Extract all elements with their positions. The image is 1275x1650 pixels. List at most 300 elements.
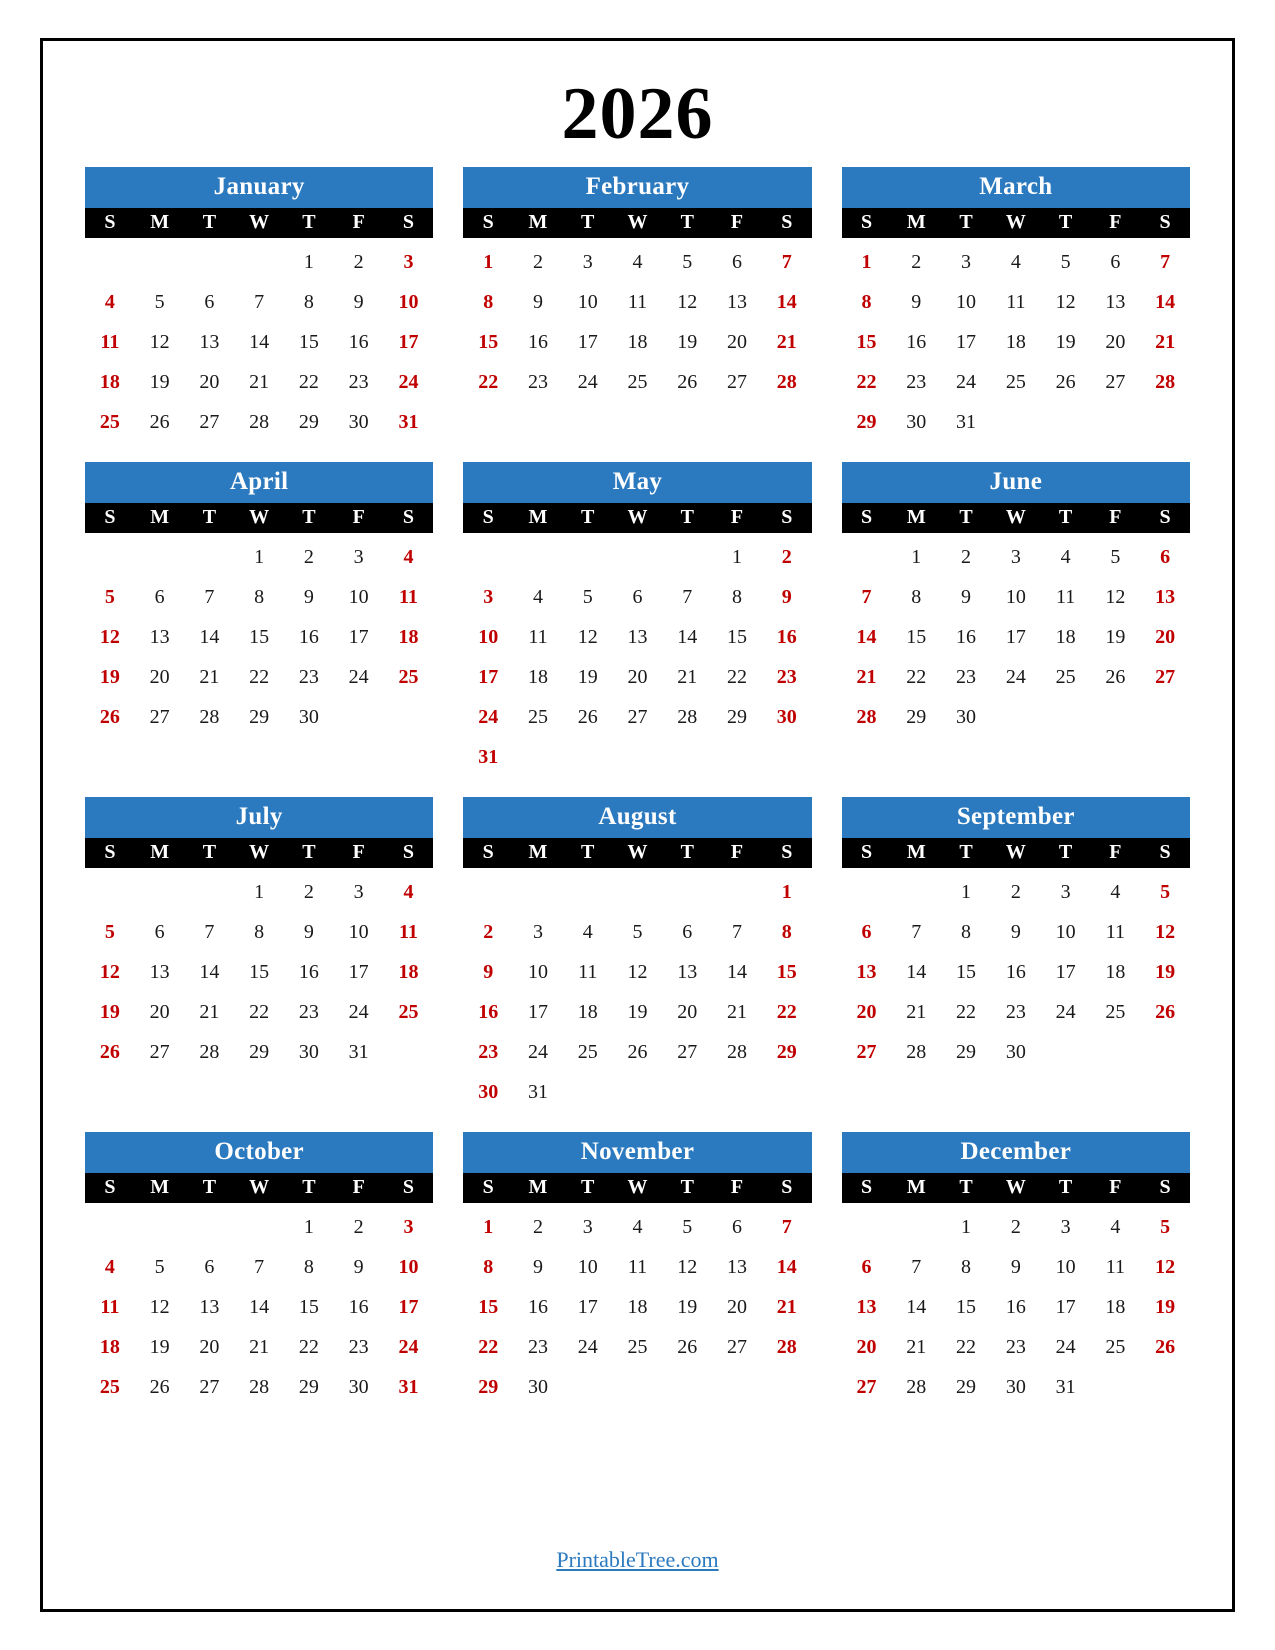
- day-cell: 12: [577, 625, 598, 648]
- day-cell: 12: [677, 290, 698, 313]
- day-cell: 4: [104, 1255, 115, 1278]
- day-cell: 26: [99, 1040, 120, 1063]
- day-cell: 15: [478, 330, 499, 353]
- day-cell: 16: [906, 330, 927, 353]
- weekday-label: T: [202, 211, 217, 233]
- weekday-label: S: [482, 211, 494, 233]
- day-cell: 14: [727, 960, 747, 983]
- day-cell: 1: [254, 545, 265, 568]
- weekday-label: M: [528, 1176, 548, 1198]
- day-cell: 25: [1105, 1335, 1126, 1358]
- day-cell: 29: [249, 1040, 270, 1063]
- day-cell: 14: [249, 1295, 270, 1318]
- day-cell: 28: [727, 1040, 747, 1063]
- weekday-label: T: [1058, 1176, 1073, 1198]
- day-cell: 22: [856, 370, 877, 393]
- day-cell: 8: [483, 290, 494, 313]
- day-cell: 31: [527, 1080, 548, 1103]
- day-cell: 29: [298, 1375, 319, 1398]
- day-cell: 14: [199, 960, 220, 983]
- day-cell: 16: [956, 625, 977, 648]
- month-june: [842, 462, 1190, 777]
- day-cell: 22: [956, 1335, 977, 1358]
- day-cell: 8: [303, 290, 314, 313]
- weekday-label: S: [402, 211, 414, 233]
- day-cell: 5: [682, 1215, 693, 1238]
- day-cell: 9: [1010, 920, 1021, 943]
- weekday-header: [85, 208, 433, 238]
- weekday-header: [463, 838, 811, 868]
- day-cell: 11: [1055, 585, 1076, 608]
- day-cell-empty: [613, 872, 663, 912]
- day-cell: 27: [627, 705, 648, 728]
- day-cell: 26: [1155, 1000, 1176, 1023]
- day-cell: 17: [478, 665, 499, 688]
- day-cell: 1: [303, 250, 314, 273]
- day-cell: 5: [632, 920, 643, 943]
- day-cell: 20: [199, 370, 220, 393]
- day-cell: 19: [149, 1335, 170, 1358]
- weekday-label: M: [150, 211, 170, 233]
- day-cell: 12: [1155, 920, 1176, 943]
- day-cell: 30: [298, 705, 319, 728]
- day-cell: 17: [1005, 625, 1026, 648]
- day-cell: 27: [856, 1375, 877, 1398]
- weekday-label: T: [680, 1176, 694, 1198]
- day-cell: 31: [398, 410, 419, 433]
- day-cell-empty: [185, 242, 235, 282]
- month-august: [463, 797, 811, 1112]
- month-title: July: [85, 797, 433, 838]
- day-cell-empty: [185, 537, 235, 577]
- day-cell: 14: [677, 625, 698, 648]
- day-cell: 17: [577, 330, 598, 353]
- day-cell: 4: [1110, 880, 1121, 903]
- day-cell: 15: [956, 1295, 977, 1318]
- day-cell: 28: [199, 1040, 220, 1063]
- day-cell: 10: [348, 585, 369, 608]
- day-cell: 16: [298, 960, 319, 983]
- day-cell: 5: [154, 1255, 165, 1278]
- day-cell: 10: [577, 1255, 598, 1278]
- weekday-label: F: [1109, 211, 1122, 233]
- weekday-label: T: [581, 1176, 595, 1198]
- weekday-label: S: [860, 1176, 873, 1198]
- day-cell-empty: [463, 872, 513, 912]
- weekday-label: S: [781, 211, 793, 233]
- day-cell: 27: [149, 705, 170, 728]
- weekday-label: T: [1058, 841, 1073, 863]
- day-grid: [463, 537, 811, 777]
- day-cell: 6: [632, 585, 643, 608]
- printabletree-link[interactable]: PrintableTree.com: [556, 1547, 719, 1572]
- weekday-label: S: [482, 1176, 494, 1198]
- day-cell: 18: [398, 625, 419, 648]
- day-cell: 18: [1105, 1295, 1126, 1318]
- day-cell: 22: [727, 665, 747, 688]
- day-cell: 26: [677, 1335, 698, 1358]
- day-cell: 4: [403, 545, 414, 568]
- weekday-label: S: [482, 841, 494, 863]
- day-cell: 3: [961, 250, 972, 273]
- day-cell: 6: [732, 1215, 742, 1238]
- day-cell: 5: [104, 920, 115, 943]
- day-cell: 23: [776, 665, 797, 688]
- day-cell: 13: [149, 625, 170, 648]
- day-cell: 20: [727, 1295, 747, 1318]
- day-cell-empty: [891, 872, 941, 912]
- weekday-label: M: [906, 211, 926, 233]
- day-cell: 21: [1155, 330, 1176, 353]
- month-july: [85, 797, 433, 1112]
- day-cell: 15: [956, 960, 977, 983]
- day-cell-empty: [135, 537, 185, 577]
- day-cell: 7: [861, 585, 872, 608]
- weekday-label: S: [104, 841, 116, 863]
- day-cell: 10: [527, 960, 548, 983]
- day-cell: 19: [99, 665, 120, 688]
- day-cell: 10: [398, 1255, 419, 1278]
- day-cell: 25: [99, 1375, 120, 1398]
- day-cell: 19: [1055, 330, 1076, 353]
- day-cell: 7: [1160, 250, 1171, 273]
- day-cell: 8: [961, 1255, 972, 1278]
- day-cell: 22: [956, 1000, 977, 1023]
- page-title: 2026: [561, 73, 714, 155]
- day-cell: 10: [1005, 585, 1026, 608]
- weekday-label: M: [906, 506, 926, 528]
- day-cell: 2: [353, 1215, 364, 1238]
- weekday-label: S: [860, 841, 873, 863]
- day-cell-empty: [185, 872, 235, 912]
- weekday-label: T: [302, 1176, 316, 1198]
- day-cell-empty: [135, 1207, 185, 1247]
- day-grid: [463, 1207, 811, 1407]
- day-cell: 26: [1055, 370, 1076, 393]
- day-cell: 10: [1055, 1255, 1076, 1278]
- day-cell: 13: [1155, 585, 1176, 608]
- day-cell-empty: [135, 242, 185, 282]
- day-cell: 5: [682, 250, 693, 273]
- day-cell: 11: [1105, 1255, 1125, 1278]
- day-cell: 24: [1055, 1000, 1076, 1023]
- day-grid: [85, 242, 433, 442]
- day-cell: 4: [1010, 250, 1021, 273]
- day-cell-empty: [563, 872, 613, 912]
- day-cell: 6: [154, 585, 165, 608]
- day-cell: 20: [627, 665, 648, 688]
- weekday-label: F: [1109, 841, 1122, 863]
- day-cell: 2: [303, 880, 314, 903]
- weekday-label: T: [581, 841, 595, 863]
- day-cell: 5: [154, 290, 165, 313]
- day-cell: 7: [204, 585, 215, 608]
- day-cell: 6: [154, 920, 165, 943]
- day-cell: 21: [856, 665, 877, 688]
- weekday-label: S: [781, 841, 793, 863]
- day-cell: 16: [776, 625, 797, 648]
- weekday-label: S: [781, 1176, 793, 1198]
- month-march: [842, 167, 1190, 442]
- day-cell: 6: [861, 920, 872, 943]
- day-grid: [463, 242, 811, 402]
- day-cell: 1: [961, 1215, 972, 1238]
- day-cell: 22: [478, 370, 499, 393]
- day-cell: 30: [478, 1080, 499, 1103]
- month-title: December: [842, 1132, 1190, 1173]
- weekday-label: W: [627, 506, 648, 528]
- day-cell: 17: [527, 1000, 548, 1023]
- day-cell: 27: [149, 1040, 170, 1063]
- day-cell: 9: [532, 1255, 543, 1278]
- weekday-label: S: [402, 841, 414, 863]
- day-cell: 26: [99, 705, 120, 728]
- day-cell: 30: [1005, 1375, 1026, 1398]
- page-border: [40, 38, 1235, 1612]
- weekday-label: M: [150, 841, 170, 863]
- day-cell: 10: [1055, 920, 1076, 943]
- day-grid: [85, 872, 433, 1072]
- day-cell: 16: [478, 1000, 499, 1023]
- day-cell: 3: [582, 250, 593, 273]
- weekday-label: S: [104, 211, 116, 233]
- day-cell: 10: [348, 920, 369, 943]
- day-grid: [85, 537, 433, 737]
- month-may: [463, 462, 811, 777]
- day-cell: 25: [1055, 665, 1076, 688]
- day-cell: 5: [1060, 250, 1071, 273]
- day-cell-empty: [135, 872, 185, 912]
- day-cell: 14: [1155, 290, 1176, 313]
- weekday-label: M: [906, 841, 926, 863]
- day-cell: 11: [627, 290, 648, 313]
- day-cell: 9: [303, 585, 314, 608]
- day-cell: 18: [99, 370, 120, 393]
- day-cell: 24: [398, 1335, 419, 1358]
- day-cell: 30: [1005, 1040, 1026, 1063]
- day-cell: 2: [1010, 880, 1021, 903]
- month-november: [463, 1132, 811, 1407]
- day-cell: 2: [911, 250, 922, 273]
- day-cell: 15: [249, 625, 270, 648]
- day-cell: 24: [348, 1000, 369, 1023]
- day-cell: 1: [732, 545, 742, 568]
- day-cell: 21: [776, 330, 797, 353]
- day-cell: 15: [856, 330, 877, 353]
- day-cell: 10: [398, 290, 419, 313]
- day-cell: 8: [911, 585, 922, 608]
- day-cell: 22: [298, 370, 319, 393]
- day-cell: 2: [961, 545, 972, 568]
- day-cell: 8: [961, 920, 972, 943]
- day-cell: 15: [906, 625, 927, 648]
- day-cell: 17: [398, 330, 419, 353]
- day-cell: 13: [199, 330, 220, 353]
- day-grid: [842, 872, 1190, 1072]
- day-cell: 5: [1160, 1215, 1171, 1238]
- weekday-label: M: [528, 506, 548, 528]
- weekday-label: T: [959, 506, 973, 528]
- day-cell: 21: [199, 665, 220, 688]
- month-title: March: [842, 167, 1190, 208]
- day-cell: 23: [956, 665, 977, 688]
- day-cell: 4: [104, 290, 115, 313]
- day-cell: 31: [348, 1040, 369, 1063]
- day-cell: 10: [577, 290, 598, 313]
- day-cell: 15: [298, 330, 319, 353]
- day-cell: 25: [527, 705, 548, 728]
- day-cell: 20: [856, 1000, 877, 1023]
- weekday-header: [463, 1173, 811, 1203]
- day-cell: 12: [1155, 1255, 1176, 1278]
- day-cell: 2: [303, 545, 314, 568]
- day-cell: 1: [961, 880, 972, 903]
- day-cell: 18: [627, 1295, 648, 1318]
- weekday-label: T: [202, 841, 217, 863]
- day-cell: 28: [249, 1375, 270, 1398]
- day-cell: 3: [1060, 1215, 1071, 1238]
- day-cell: 30: [527, 1375, 548, 1398]
- day-cell: 3: [483, 585, 494, 608]
- month-title: October: [85, 1132, 433, 1173]
- day-cell: 20: [727, 330, 747, 353]
- day-cell: 20: [677, 1000, 698, 1023]
- day-cell: 15: [776, 960, 797, 983]
- day-cell: 28: [776, 1335, 797, 1358]
- day-cell: 27: [856, 1040, 877, 1063]
- day-cell: 30: [298, 1040, 319, 1063]
- day-cell: 30: [776, 705, 797, 728]
- months-grid: [73, 167, 1202, 1407]
- day-grid: [842, 242, 1190, 442]
- day-cell: 17: [398, 1295, 419, 1318]
- weekday-label: T: [581, 211, 595, 233]
- day-cell: 27: [199, 410, 220, 433]
- weekday-label: F: [352, 1176, 365, 1198]
- month-title: June: [842, 462, 1190, 503]
- day-cell: 27: [199, 1375, 220, 1398]
- day-cell: 9: [483, 960, 494, 983]
- day-cell: 18: [1005, 330, 1026, 353]
- weekday-label: W: [627, 211, 648, 233]
- day-cell: 4: [632, 250, 643, 273]
- day-cell: 4: [1060, 545, 1071, 568]
- day-cell: 12: [1105, 585, 1126, 608]
- weekday-header: [842, 208, 1190, 238]
- day-cell: 5: [1160, 880, 1171, 903]
- day-cell: 4: [582, 920, 593, 943]
- day-cell: 14: [776, 1255, 797, 1278]
- day-cell: 24: [1005, 665, 1026, 688]
- day-cell: 7: [911, 1255, 922, 1278]
- day-cell: 17: [348, 960, 369, 983]
- day-cell: 20: [1105, 330, 1126, 353]
- day-cell: 18: [1055, 625, 1076, 648]
- day-cell-empty: [613, 537, 663, 577]
- day-cell: 11: [398, 920, 418, 943]
- weekday-label: S: [1159, 841, 1171, 863]
- day-cell: 19: [99, 1000, 120, 1023]
- day-cell: 23: [906, 370, 927, 393]
- weekday-label: W: [1005, 506, 1026, 528]
- month-title: May: [463, 462, 811, 503]
- weekday-header: [842, 1173, 1190, 1203]
- day-cell: 10: [956, 290, 977, 313]
- day-cell: 5: [582, 585, 593, 608]
- day-cell: 18: [99, 1335, 120, 1358]
- day-cell: 1: [483, 1215, 494, 1238]
- day-cell: 16: [527, 1295, 548, 1318]
- day-cell: 22: [478, 1335, 499, 1358]
- day-cell: 13: [199, 1295, 220, 1318]
- day-cell: 14: [776, 290, 797, 313]
- weekday-label: T: [202, 1176, 217, 1198]
- day-cell: 22: [298, 1335, 319, 1358]
- day-cell: 9: [532, 290, 543, 313]
- weekday-label: T: [959, 1176, 973, 1198]
- day-cell-empty: [662, 872, 712, 912]
- day-cell: 13: [856, 960, 877, 983]
- day-cell: 8: [732, 585, 742, 608]
- weekday-label: F: [352, 841, 365, 863]
- day-cell: 20: [199, 1335, 220, 1358]
- weekday-header: [463, 503, 811, 533]
- weekday-label: T: [680, 841, 694, 863]
- day-cell: 27: [1155, 665, 1176, 688]
- day-cell-empty: [234, 242, 284, 282]
- day-cell: 29: [956, 1375, 977, 1398]
- day-cell: 16: [348, 330, 369, 353]
- day-cell: 29: [856, 410, 877, 433]
- weekday-label: S: [860, 211, 873, 233]
- day-cell: 3: [403, 1215, 414, 1238]
- weekday-label: S: [860, 506, 873, 528]
- day-cell: 2: [781, 545, 792, 568]
- day-cell: 8: [483, 1255, 494, 1278]
- day-cell: 13: [149, 960, 170, 983]
- day-cell: 1: [911, 545, 922, 568]
- day-cell: 28: [249, 410, 270, 433]
- day-cell: 3: [403, 250, 414, 273]
- day-cell-empty: [463, 537, 513, 577]
- day-cell: 16: [348, 1295, 369, 1318]
- weekday-header: [85, 1173, 433, 1203]
- day-cell: 22: [776, 1000, 797, 1023]
- month-title: April: [85, 462, 433, 503]
- day-cell: 2: [1010, 1215, 1021, 1238]
- day-cell: 24: [1055, 1335, 1076, 1358]
- day-grid: [85, 1207, 433, 1407]
- day-cell: 19: [149, 370, 170, 393]
- day-cell: 28: [906, 1040, 927, 1063]
- day-cell: 31: [1055, 1375, 1076, 1398]
- day-cell: 8: [781, 920, 792, 943]
- day-cell: 18: [1105, 960, 1126, 983]
- day-cell: 29: [906, 705, 927, 728]
- weekday-label: S: [781, 506, 793, 528]
- day-cell: 25: [627, 370, 648, 393]
- day-cell: 3: [532, 920, 543, 943]
- day-cell: 15: [478, 1295, 499, 1318]
- day-cell: 23: [1005, 1000, 1026, 1023]
- day-cell: 15: [298, 1295, 319, 1318]
- day-cell: 21: [906, 1000, 927, 1023]
- day-cell: 12: [627, 960, 648, 983]
- day-cell: 21: [249, 1335, 270, 1358]
- day-cell: 20: [1155, 625, 1176, 648]
- day-cell: 11: [528, 625, 548, 648]
- weekday-label: M: [528, 211, 548, 233]
